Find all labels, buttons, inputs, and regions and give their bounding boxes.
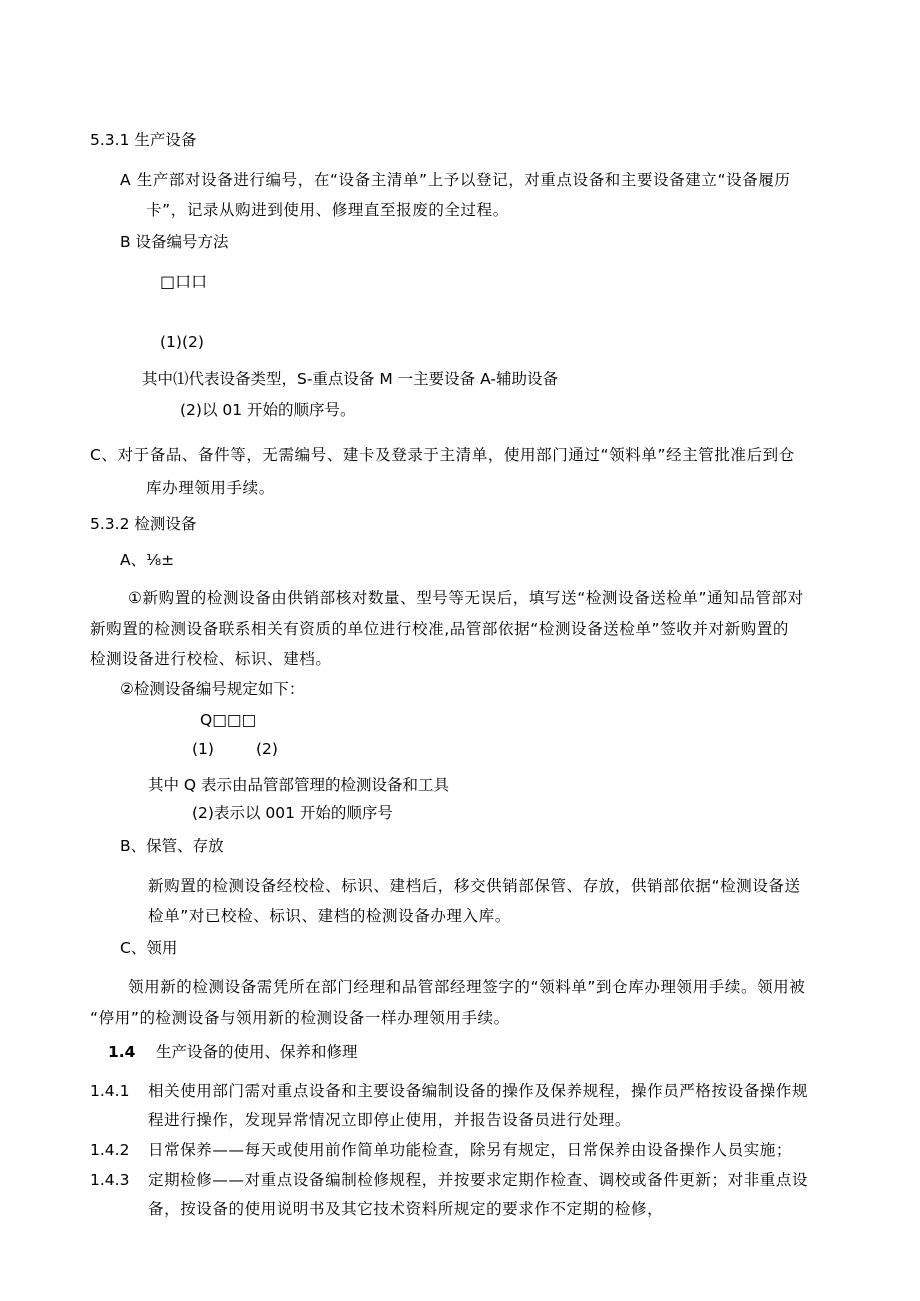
- storage-paragraph-line-1: 新购置的检测设备经校检、标识、建档后，移交供销部保管、存放，供销部依据“检测设备送: [148, 877, 801, 895]
- subheading-b-storage: B、保管、存放: [120, 837, 224, 855]
- section-title-5-3-2: 5.3.2 检测设备: [90, 515, 197, 533]
- code-explanation-2: (2)以 01 开始的顺序号。: [180, 401, 356, 419]
- item-line-1: 相关使用部门需对重点设备和主要设备编制设备的操作及保养规程，操作员严格按设备操作规: [148, 1082, 809, 1100]
- numbering-rule-title: ②检测设备编号规定如下：: [120, 680, 305, 698]
- item-line-1: 日常保养——每天或使用前作简单功能检查，除另有规定，日常保养由设备操作人员实施；: [148, 1141, 793, 1159]
- inspection-code-label-2: (2): [256, 740, 278, 758]
- section-title-1-4: 生产设备的使用、保养和修理: [156, 1043, 358, 1061]
- section-number-1-4: 1.4: [108, 1043, 136, 1061]
- item-line-2: 程进行操作，发现异常情况立即停止使用，并报告设备员进行处理。: [148, 1111, 632, 1129]
- item-number: 1.4.1: [90, 1082, 130, 1100]
- device-code-labels: (1)(2): [160, 333, 204, 351]
- section-title-5-3-1: 5.3.1 生产设备: [90, 131, 197, 149]
- subheading-b: B 设备编号方法: [120, 233, 229, 251]
- item-number: 1.4.2: [90, 1141, 130, 1159]
- inspection-code-explanation-2: (2)表示以 001 开始的顺序号: [192, 804, 393, 822]
- code-explanation-1: 其中⑴代表设备类型，S-重点设备 M 一主要设备 A-辅助设备: [142, 370, 558, 388]
- item-number: 1.4.3: [90, 1171, 130, 1189]
- inspection-code-label-1: (1): [192, 740, 214, 758]
- purchase-paragraph-line-2: 新购置的检测设备联系相关有资质的单位进行校准,品管部依据“检测设备送检单”签收并对新购置的: [90, 620, 789, 638]
- paragraph-a-line-1: A 生产部对设备进行编号，在“设备主清单”上予以登记，对重点设备和主要设备建立“设备履历: [120, 171, 791, 189]
- inspection-code-explanation-1: 其中 Q 表示由品管部管理的检测设备和工具: [148, 776, 450, 794]
- paragraph-c-line-2: 库办理领用手续。: [146, 479, 275, 497]
- paragraph-c-line-1: C、对于备品、备件等，无需编号、建卡及登录于主清单，使用部门通过“领料单”经主管批准后到仓: [90, 446, 795, 464]
- subheading-a: A、⅛±: [120, 551, 175, 569]
- purchase-paragraph-line-3: 检测设备进行校检、标识、建档。: [90, 650, 332, 668]
- device-code-pattern: □口口: [160, 272, 208, 291]
- item-line-1: 定期检修——对重点设备编制检修规程，并按要求定期作检查、调校或备件更新；对非重点设: [148, 1171, 809, 1189]
- paragraph-a-line-2: 卡”，记录从购进到使用、修理直至报废的全过程。: [146, 201, 509, 219]
- purchase-paragraph-line-1: ①新购置的检测设备由供销部核对数量、型号等无误后，填写送“检测设备送检单”通知品管部对: [128, 589, 804, 607]
- item-line-2: 备，按设备的使用说明书及其它技术资料所规定的要求作不定期的检修，: [148, 1200, 664, 1218]
- storage-paragraph-line-2: 检单”对已校检、标识、建档的检测设备办理入库。: [148, 907, 511, 925]
- usage-paragraph-line-1: 领用新的检测设备需凭所在部门经理和品管部经理签字的“领料单”到仓库办理领用手续。领用被: [128, 978, 806, 996]
- usage-paragraph-line-2: “停用”的检测设备与领用新的检测设备一样办理领用手续。: [90, 1009, 510, 1027]
- subheading-c-usage: C、领用: [120, 939, 178, 957]
- inspection-code-pattern: Q□□□: [200, 711, 257, 729]
